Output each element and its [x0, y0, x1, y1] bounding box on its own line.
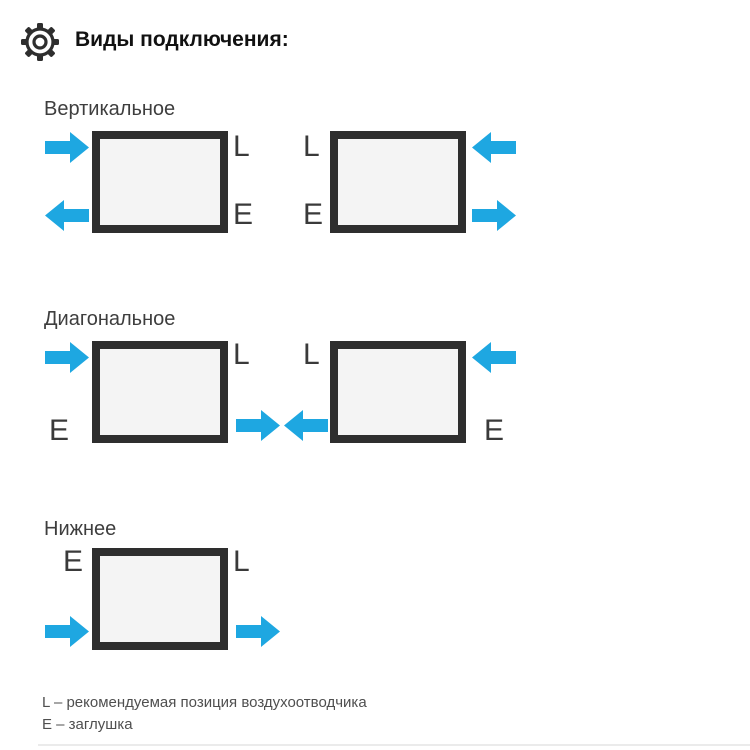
- section-label-bottom: Нижнее: [44, 518, 117, 540]
- port-label-e: E: [49, 414, 70, 447]
- port-label-e: E: [233, 198, 254, 231]
- port-label-e: E: [63, 545, 84, 578]
- arrow-left-icon: [45, 200, 89, 231]
- port-label-l: L: [233, 338, 250, 371]
- port-label-e: E: [303, 198, 324, 231]
- arrow-right-icon: [45, 342, 89, 373]
- section-label-diagonal: Диагональное: [44, 308, 176, 330]
- arrow-right-icon: [45, 132, 89, 163]
- page-title: Виды подключения:: [75, 28, 289, 51]
- bottom-divider: [38, 744, 750, 746]
- port-label-l: L: [303, 130, 320, 163]
- arrow-right-icon: [236, 410, 280, 441]
- arrow-left-icon: [472, 132, 516, 163]
- port-label-l: L: [233, 130, 250, 163]
- radiator-rect: [92, 131, 228, 233]
- gear-icon: [21, 23, 59, 61]
- radiator-rect: [330, 341, 466, 443]
- radiator-rect: [92, 341, 228, 443]
- legend-line-l: L – рекомендуемая позиция воздухоотводчика: [42, 694, 367, 711]
- legend-line-e: E – заглушка: [42, 716, 133, 733]
- port-label-l: L: [303, 338, 320, 371]
- radiator-rect: [330, 131, 466, 233]
- section-label-vertical: Вертикальное: [44, 98, 176, 120]
- arrow-right-icon: [45, 616, 89, 647]
- port-label-e: E: [484, 414, 505, 447]
- arrow-left-icon: [284, 410, 328, 441]
- arrow-left-icon: [472, 342, 516, 373]
- radiator-rect: [92, 548, 228, 650]
- arrow-right-icon: [236, 616, 280, 647]
- arrow-right-icon: [472, 200, 516, 231]
- port-label-l: L: [233, 545, 250, 578]
